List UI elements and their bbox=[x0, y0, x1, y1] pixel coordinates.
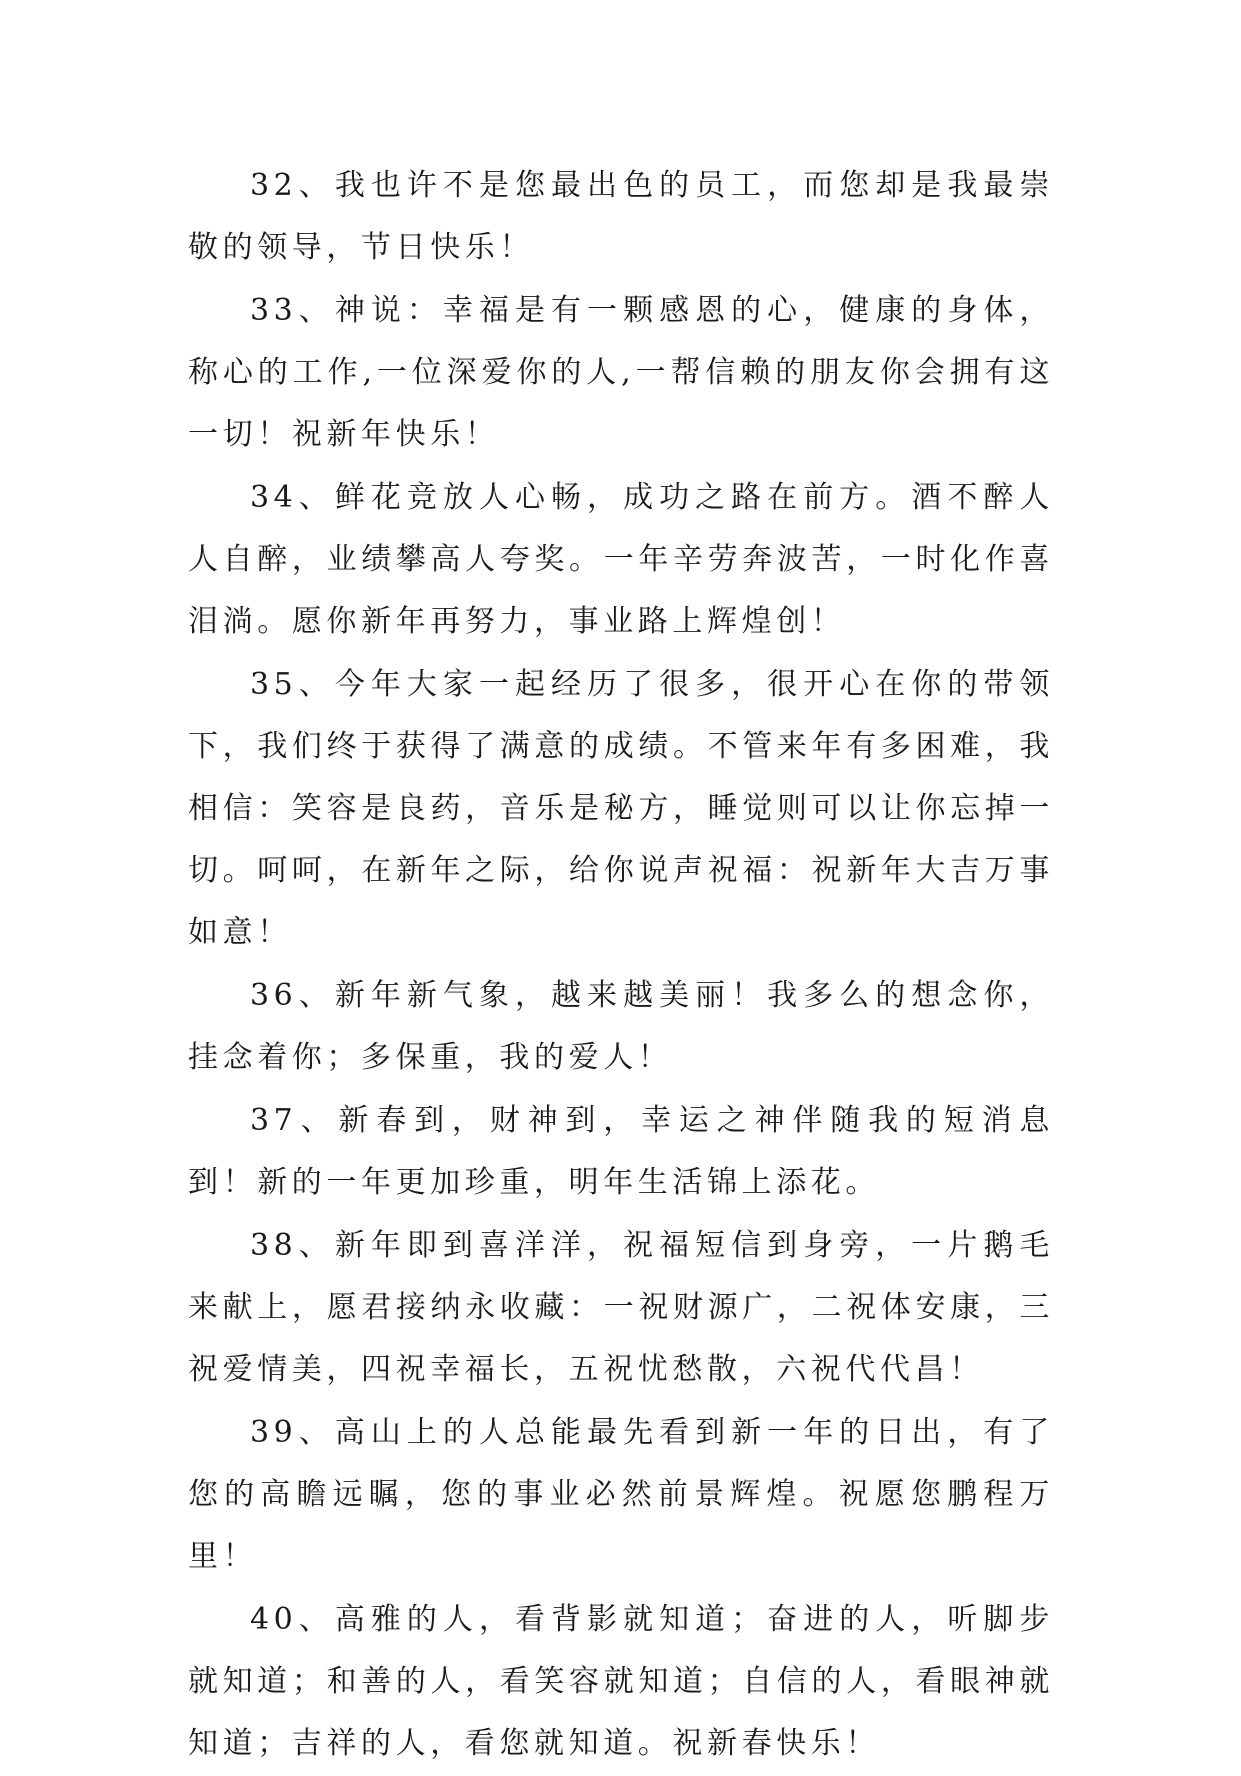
paragraph-40: 40、高雅的人，看背影就知道；奋进的人，听脚步就知道；和善的人，看笑容就知道；自信的人，看眼神就知道；吉祥的人，看您就知道。祝新春快乐！ bbox=[188, 1602, 1054, 1761]
paragraph-34: 34、鲜花竞放人心畅，成功之路在前方。酒不醉人人自醉，业绩攀高人夸奖。一年辛劳奔波苦，一时化作喜泪淌。愿你新年再努力，事业路上辉煌创！ bbox=[188, 480, 1054, 639]
paragraph-36: 36、新年新气象，越来越美丽！我多么的想念你，挂念着你；多保重，我的爱人！ bbox=[188, 978, 1054, 1075]
paragraph-32: 32、我也许不是您最出色的员工，而您却是我最崇敬的领导，节日快乐！ bbox=[188, 168, 1054, 265]
paragraph-38: 38、新年即到喜洋洋，祝福短信到身旁，一片鹅毛来献上，愿君接纳永收藏：一祝财源广，二祝体安康，三祝爱情美，四祝幸福长，五祝忧愁散，六祝代代昌！ bbox=[188, 1228, 1054, 1387]
paragraph-33: 33、神说：幸福是有一颗感恩的心，健康的身体，称心的工作,一位深爱你的人,一帮信赖的朋友你会拥有这一切！祝新年快乐！ bbox=[188, 293, 1054, 452]
paragraph-39: 39、高山上的人总能最先看到新一年的日出，有了您的高瞻远瞩，您的事业必然前景辉煌。祝愿您鹏程万里！ bbox=[188, 1415, 1054, 1574]
document-body bbox=[188, 155, 1054, 1776]
paragraph-37: 37、新春到，财神到，幸运之神伴随我的短消息到！新的一年更加珍重，明年生活锦上添花。 bbox=[188, 1103, 1054, 1200]
paragraph-35: 35、今年大家一起经历了很多，很开心在你的带领下，我们终于获得了满意的成绩。不管来年有多困难，我相信：笑容是良药，音乐是秘方，睡觉则可以让你忘掉一切。呵呵，在新年之际，给你说声祝福：祝新年大吉万事如意！ bbox=[188, 667, 1054, 950]
